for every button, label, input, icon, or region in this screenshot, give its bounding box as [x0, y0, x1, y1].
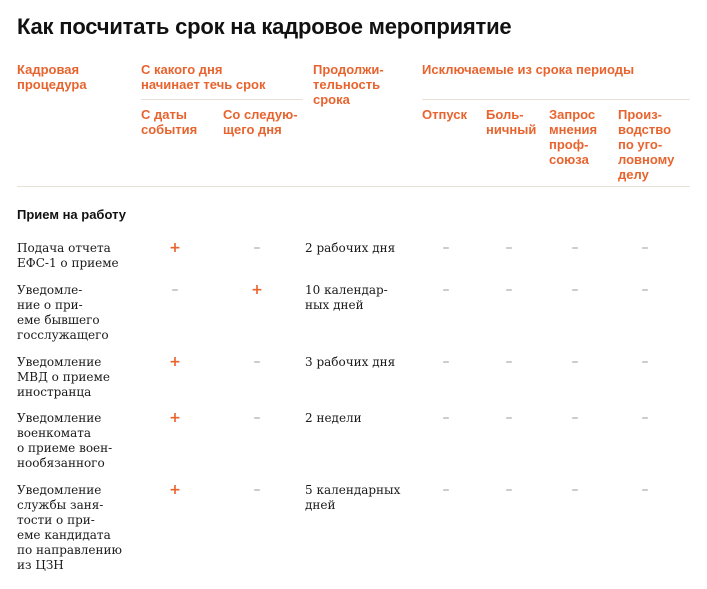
row-union-request-mark: –: [571, 354, 579, 370]
row-duration: 2 недели: [305, 411, 362, 425]
header-vacation: Отпуск: [422, 107, 467, 122]
row-union-request-mark: –: [571, 410, 579, 426]
row-criminal-case-mark: –: [641, 240, 649, 256]
section-title: Прием на работу: [17, 207, 126, 222]
row-criminal-case-mark: –: [641, 354, 649, 370]
page-title: Как посчитать срок на кадровое мероприятие: [17, 14, 512, 39]
header-procedure: Кадровая процедура: [17, 62, 87, 92]
row-sick-leave-mark: –: [505, 354, 513, 370]
header-excluded-group: Исключаемые из срока периоды: [422, 62, 635, 77]
header-duration: Продолжи- тельность срока: [313, 62, 384, 107]
row-vacation-mark: –: [442, 282, 450, 298]
row-union-request-mark: –: [571, 282, 579, 298]
row-criminal-case-mark: –: [641, 410, 649, 426]
row-duration: 2 рабочих дня: [305, 241, 396, 255]
row-union-request-mark: –: [571, 482, 579, 498]
row-next-day-mark: –: [253, 240, 261, 256]
row-next-day-mark: –: [253, 482, 261, 498]
header-divider-excluded: [422, 99, 690, 100]
row-procedure: Уведомле- ние о при- еме бывшего госслужащего: [17, 283, 109, 342]
row-vacation-mark: –: [442, 354, 450, 370]
row-procedure: Подача отчета ЕФС-1 о приеме: [17, 241, 119, 270]
row-from-event-mark: +: [169, 354, 181, 370]
header-bottom-rule: [17, 186, 690, 187]
row-union-request-mark: –: [571, 240, 579, 256]
header-criminal-case: Произ- водство по уго- ловному делу: [618, 107, 675, 182]
row-next-day-mark: +: [251, 282, 263, 298]
row-sick-leave-mark: –: [505, 410, 513, 426]
row-from-event-mark: –: [171, 282, 179, 298]
header-next-day: Со следую- щего дня: [223, 107, 298, 137]
row-vacation-mark: –: [442, 240, 450, 256]
row-procedure: Уведомление службы заня- тости о при- еме кандидата по направлению из ЦЗН: [17, 483, 122, 572]
row-from-event-mark: +: [169, 240, 181, 256]
row-duration: 10 календар- ных дней: [305, 283, 388, 312]
row-sick-leave-mark: –: [505, 240, 513, 256]
row-from-event-mark: +: [169, 482, 181, 498]
row-sick-leave-mark: –: [505, 482, 513, 498]
row-next-day-mark: –: [253, 354, 261, 370]
row-vacation-mark: –: [442, 482, 450, 498]
row-duration: 3 рабочих дня: [305, 355, 396, 369]
header-from-event: С даты события: [141, 107, 198, 137]
header-sick-leave: Боль- ничный: [486, 107, 537, 137]
row-procedure: Уведомление военкомата о приеме воен- нообязанного: [17, 411, 113, 470]
row-criminal-case-mark: –: [641, 282, 649, 298]
row-sick-leave-mark: –: [505, 282, 513, 298]
header-divider-start: [141, 99, 303, 100]
row-vacation-mark: –: [442, 410, 450, 426]
row-duration: 5 календарных дней: [305, 483, 401, 512]
row-from-event-mark: +: [169, 410, 181, 426]
header-start-group: С какого дня начинает течь срок: [141, 62, 266, 92]
row-next-day-mark: –: [253, 410, 261, 426]
row-criminal-case-mark: –: [641, 482, 649, 498]
row-procedure: Уведомление МВД о приеме иностранца: [17, 355, 110, 399]
header-union-request: Запрос мнения проф- союза: [549, 107, 598, 167]
